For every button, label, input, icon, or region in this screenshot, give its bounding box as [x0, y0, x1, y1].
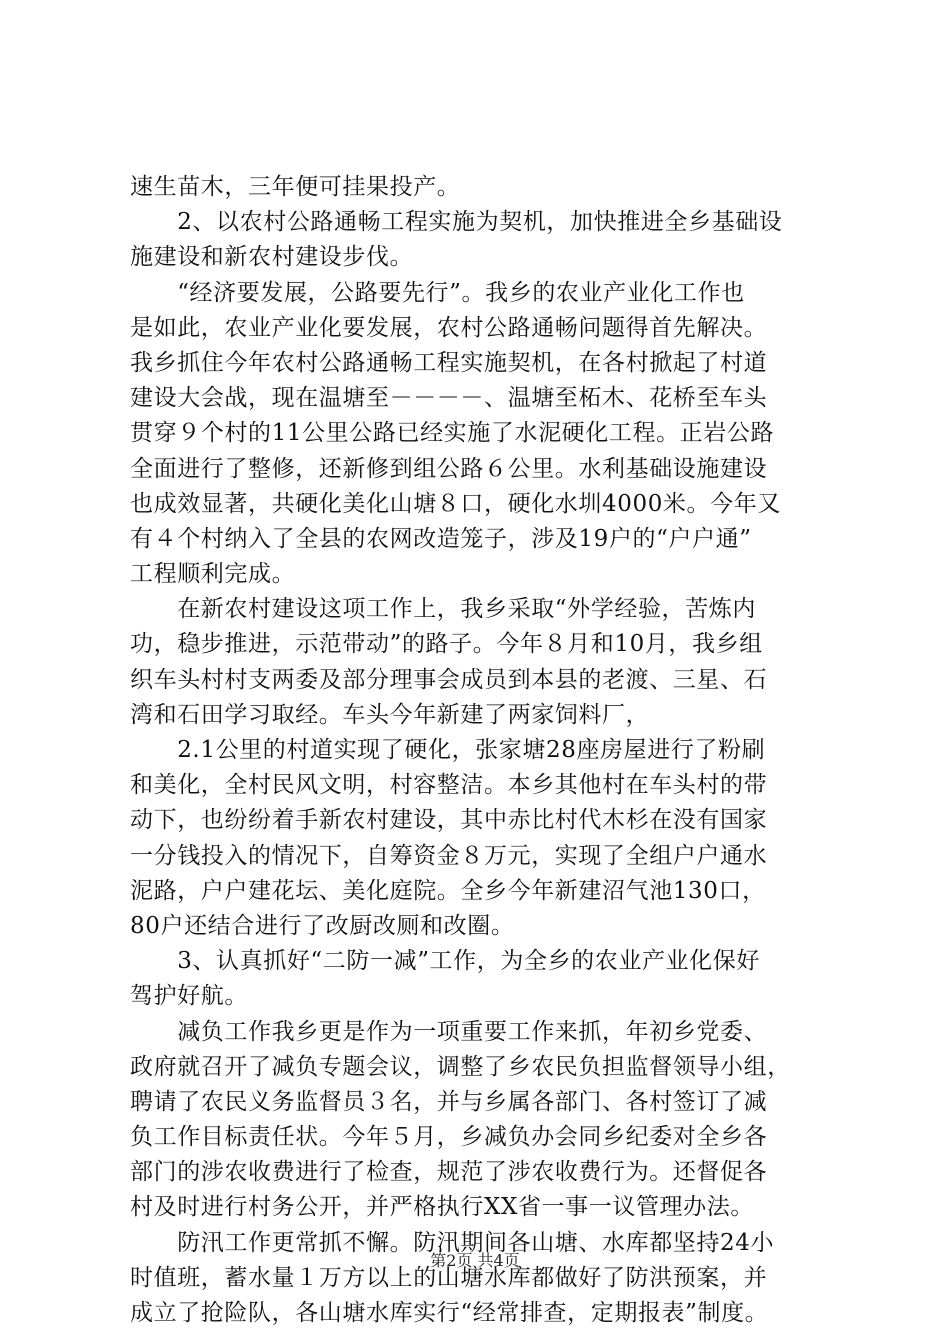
- text-line: 村及时进行村务公开，并严格执行XX省一事一议管理办法。: [130, 1194, 754, 1221]
- text-line: 防汛工作更常抓不懈。防汛期间各山塘、水库都坚持24小: [130, 1229, 775, 1256]
- text-line: 驾护好航。: [130, 983, 248, 1010]
- text-line: 建设大会战，现在温塘至－－－－、温塘至柘木、花桥至车头: [130, 385, 768, 412]
- page-number-footer: 第2页 共4页: [430, 1251, 520, 1270]
- text-line: 施建设和新农村建设步伐。: [130, 244, 414, 271]
- text-line: 成立了抢险队，各山塘水库实行“经常排查，定期报表”制度。: [130, 1300, 769, 1326]
- text-line: 和美化，全村民风文明，村容整洁。本乡其他村在车头村的带: [130, 772, 768, 799]
- body-text: [130, 170, 830, 1331]
- text-line: “经济要发展，公路要先行”。我乡的农业产业化工作也: [130, 279, 745, 306]
- text-line: 工程顺利完成。: [130, 561, 296, 588]
- text-line: 织车头村村支两委及部分理事会成员到本县的老渡、三星、石: [130, 666, 768, 693]
- text-line: 功，稳步推进，示范带动”的路子。今年８月和10月，我乡组: [130, 631, 763, 658]
- text-line: 泥路，户户建花坛、美化庭院。全乡今年新建沼气池130口，: [130, 877, 766, 904]
- text-line: 政府就召开了减负专题会议，调整了乡农民负担监督领导小组，: [130, 1053, 791, 1080]
- text-line: 是如此，农业产业化要发展，农村公路通畅问题得首先解决。: [130, 314, 768, 341]
- text-line: 全面进行了整修，还新修到组公路６公里。水利基础设施建设: [130, 455, 768, 482]
- text-line: 2、以农村公路通畅工程实施为契机，加快推进全乡基础设: [130, 209, 783, 236]
- text-line: 一分钱投入的情况下，自筹资金８万元，实现了全组户户通水: [130, 842, 768, 869]
- text-line: 负工作目标责任状。今年５月，乡减负办会同乡纪委对全乡各: [130, 1124, 768, 1151]
- text-line: 有４个村纳入了全县的农网改造笼子，涉及19户的“户户通”: [130, 525, 752, 552]
- text-line: 动下，也纷纷着手新农村建设，其中赤比村代木杉在没有国家: [130, 807, 768, 834]
- text-line: 我乡抓住今年农村公路通畅工程实施契机，在各村掀起了村道: [130, 349, 768, 376]
- text-line: 也成效显著，共硬化美化山塘８口，硬化水圳4000米。今年又: [130, 490, 781, 517]
- text-line: 湾和石田学习取经。车头今年新建了两家饲料厂，: [130, 701, 650, 728]
- text-line: 3、认真抓好“二防一减”工作，为全乡的农业产业化保好: [130, 948, 760, 975]
- text-line: 2.1公里的村道实现了硬化，张家塘28座房屋进行了粉刷: [130, 737, 766, 763]
- text-line: 贯穿９个村的11公里公路已经实施了水泥硬化工程。正岩公路: [130, 420, 775, 447]
- text-line: 减负工作我乡更是作为一项重要工作来抓，年初乡党委、: [130, 1018, 768, 1045]
- text-line: 80户还结合进行了改厨改厕和改圈。: [130, 912, 515, 939]
- text-line: 速生苗木，三年便可挂果投产。: [130, 174, 461, 200]
- text-line: 部门的涉农收费进行了检查，规范了涉农收费行为。还督促各: [130, 1159, 768, 1186]
- text-line: 聘请了农民义务监督员３名，并与乡属各部门、各村签订了减: [130, 1088, 768, 1115]
- text-line: 在新农村建设这项工作上，我乡采取“外学经验，苦炼内: [130, 596, 756, 623]
- text-line: 时值班，蓄水量１万方以上的山塘水库都做好了防洪预案，并: [130, 1264, 768, 1291]
